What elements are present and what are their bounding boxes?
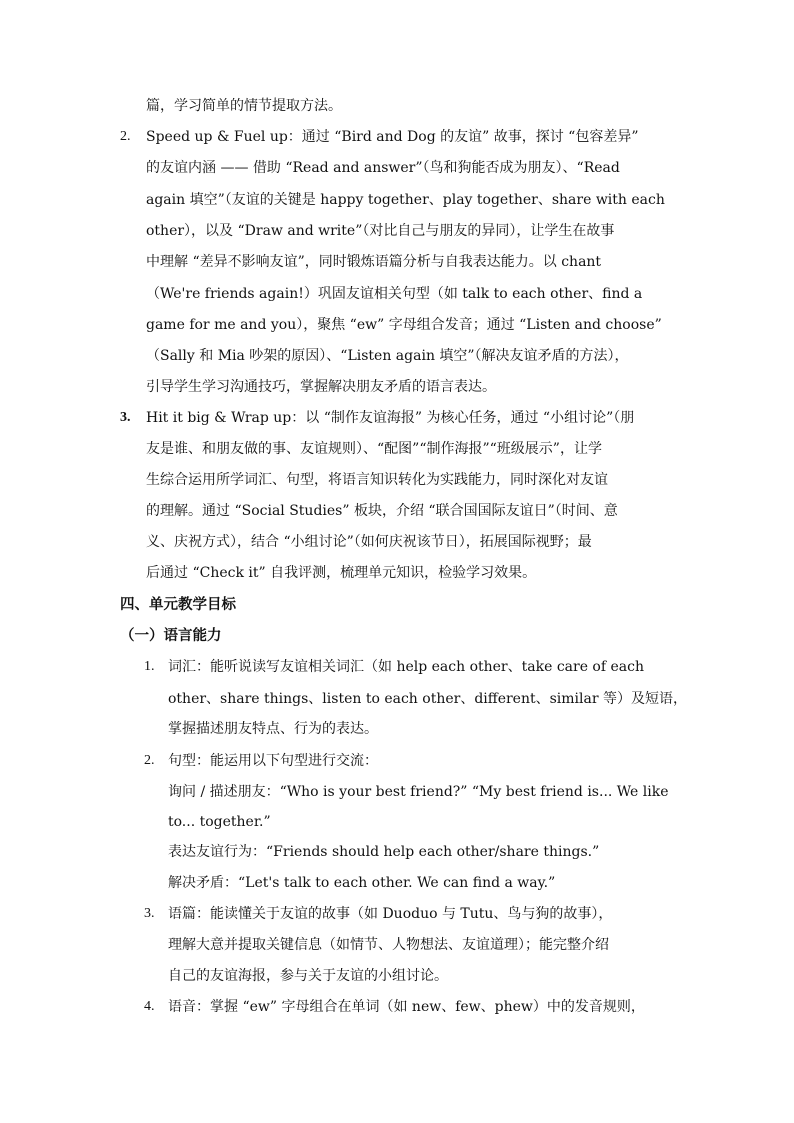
paragraph-line: Speed up & Fuel up：通过 “Bird and Dog 的友谊” 故事，探讨 “包容差异” bbox=[146, 129, 639, 145]
list-number: 2. bbox=[120, 129, 131, 144]
list-number: 2. bbox=[144, 753, 155, 768]
list-number: 3. bbox=[144, 906, 155, 921]
paragraph-line: 词汇：能听说读写友谊相关词汇（如 help each other、take care of each bbox=[168, 659, 644, 675]
paragraph-line: 义、庆祝方式），结合 “小组讨论”（如何庆祝该节日），拓展国际视野；最 bbox=[146, 534, 592, 550]
paragraph-line: 自己的友谊海报，参与关于友谊的小组讨论。 bbox=[168, 968, 448, 984]
paragraph-line: 生综合运用所学词汇、句型，将语言知识转化为实践能力，同时深化对友谊 bbox=[146, 472, 608, 488]
paragraph-line: 掌握描述朋友特点、行为的表达。 bbox=[168, 721, 378, 737]
list-number: 4. bbox=[144, 999, 155, 1014]
paragraph-line: 中理解 “差异不影响友谊”，同时锻炼语篇分析与自我表达能力。以 chant bbox=[146, 254, 602, 270]
paragraph-line: （Sally 和 Mia 吵架的原因）、“Listen again 填空”（解决友谊矛盾的方法）， bbox=[146, 348, 629, 364]
paragraph-line: again 填空”（友谊的关键是 happy together、play together、share with each bbox=[146, 192, 665, 208]
paragraph-line: 后通过 “Check it” 自我评测，梳理单元知识，检验学习效果。 bbox=[146, 565, 537, 581]
paragraph-line: 友是谁、和朋友做的事、友谊规则）、“配图”“制作海报”“班级展示”，让学 bbox=[146, 441, 602, 457]
paragraph-line: （We're friends again!）巩固友谊相关句型（如 talk to each other、find a bbox=[146, 286, 643, 302]
paragraph-line: 的友谊内涵 —— 借助 “Read and answer”（鸟和狗能否成为朋友）、“Read bbox=[146, 160, 620, 176]
paragraph-line: 句型：能运用以下句型进行交流： bbox=[168, 753, 378, 769]
list-number: 1. bbox=[144, 659, 155, 674]
paragraph-line: Hit it big & Wrap up：以 “制作友谊海报” 为核心任务，通过 “小组讨论”（朋 bbox=[146, 410, 635, 426]
section-heading: 四、单元教学目标 bbox=[120, 596, 236, 613]
subsection-heading: （一）语言能力 bbox=[120, 627, 222, 644]
paragraph-line: 的理解。通过 “Social Studies” 板块，介绍 “联合国国际友谊日”（时间、意 bbox=[146, 503, 618, 519]
paragraph-line: other），以及 “Draw and write”（对比自己与朋友的异同），让学生在故事 bbox=[146, 223, 615, 239]
list-number: 3. bbox=[120, 410, 131, 425]
paragraph-line: 询问 / 描述朋友：“Who is your best friend?” “My best friend is... We like bbox=[168, 784, 669, 800]
paragraph-line: 篇，学习简单的情节提取方法。 bbox=[146, 98, 342, 114]
paragraph-line: 解决矛盾：“Let's talk to each other. We can find a way.” bbox=[168, 875, 556, 891]
paragraph-line: 语音：掌握 “ew” 字母组合在单词（如 new、few、phew）中的发音规则， bbox=[168, 999, 645, 1015]
paragraph-line: other、share things、listen to each other、different、similar 等）及短语， bbox=[168, 691, 687, 707]
paragraph-line: game for me and you），聚焦 “ew” 字母组合发音；通过 “Listen and choose” bbox=[146, 317, 662, 333]
paragraph-line: 理解大意并提取关键信息（如情节、人物想法、友谊道理）；能完整介绍 bbox=[168, 937, 609, 953]
paragraph-line: to... together.” bbox=[168, 814, 271, 830]
paragraph-line: 语篇：能读懂关于友谊的故事（如 Duoduo 与 Tutu、鸟与狗的故事）， bbox=[168, 906, 613, 922]
paragraph-line: 表达友谊行为：“Friends should help each other/share things.” bbox=[168, 844, 600, 860]
paragraph-line: 引导学生学习沟通技巧，掌握解决朋友矛盾的语言表达。 bbox=[146, 379, 496, 395]
